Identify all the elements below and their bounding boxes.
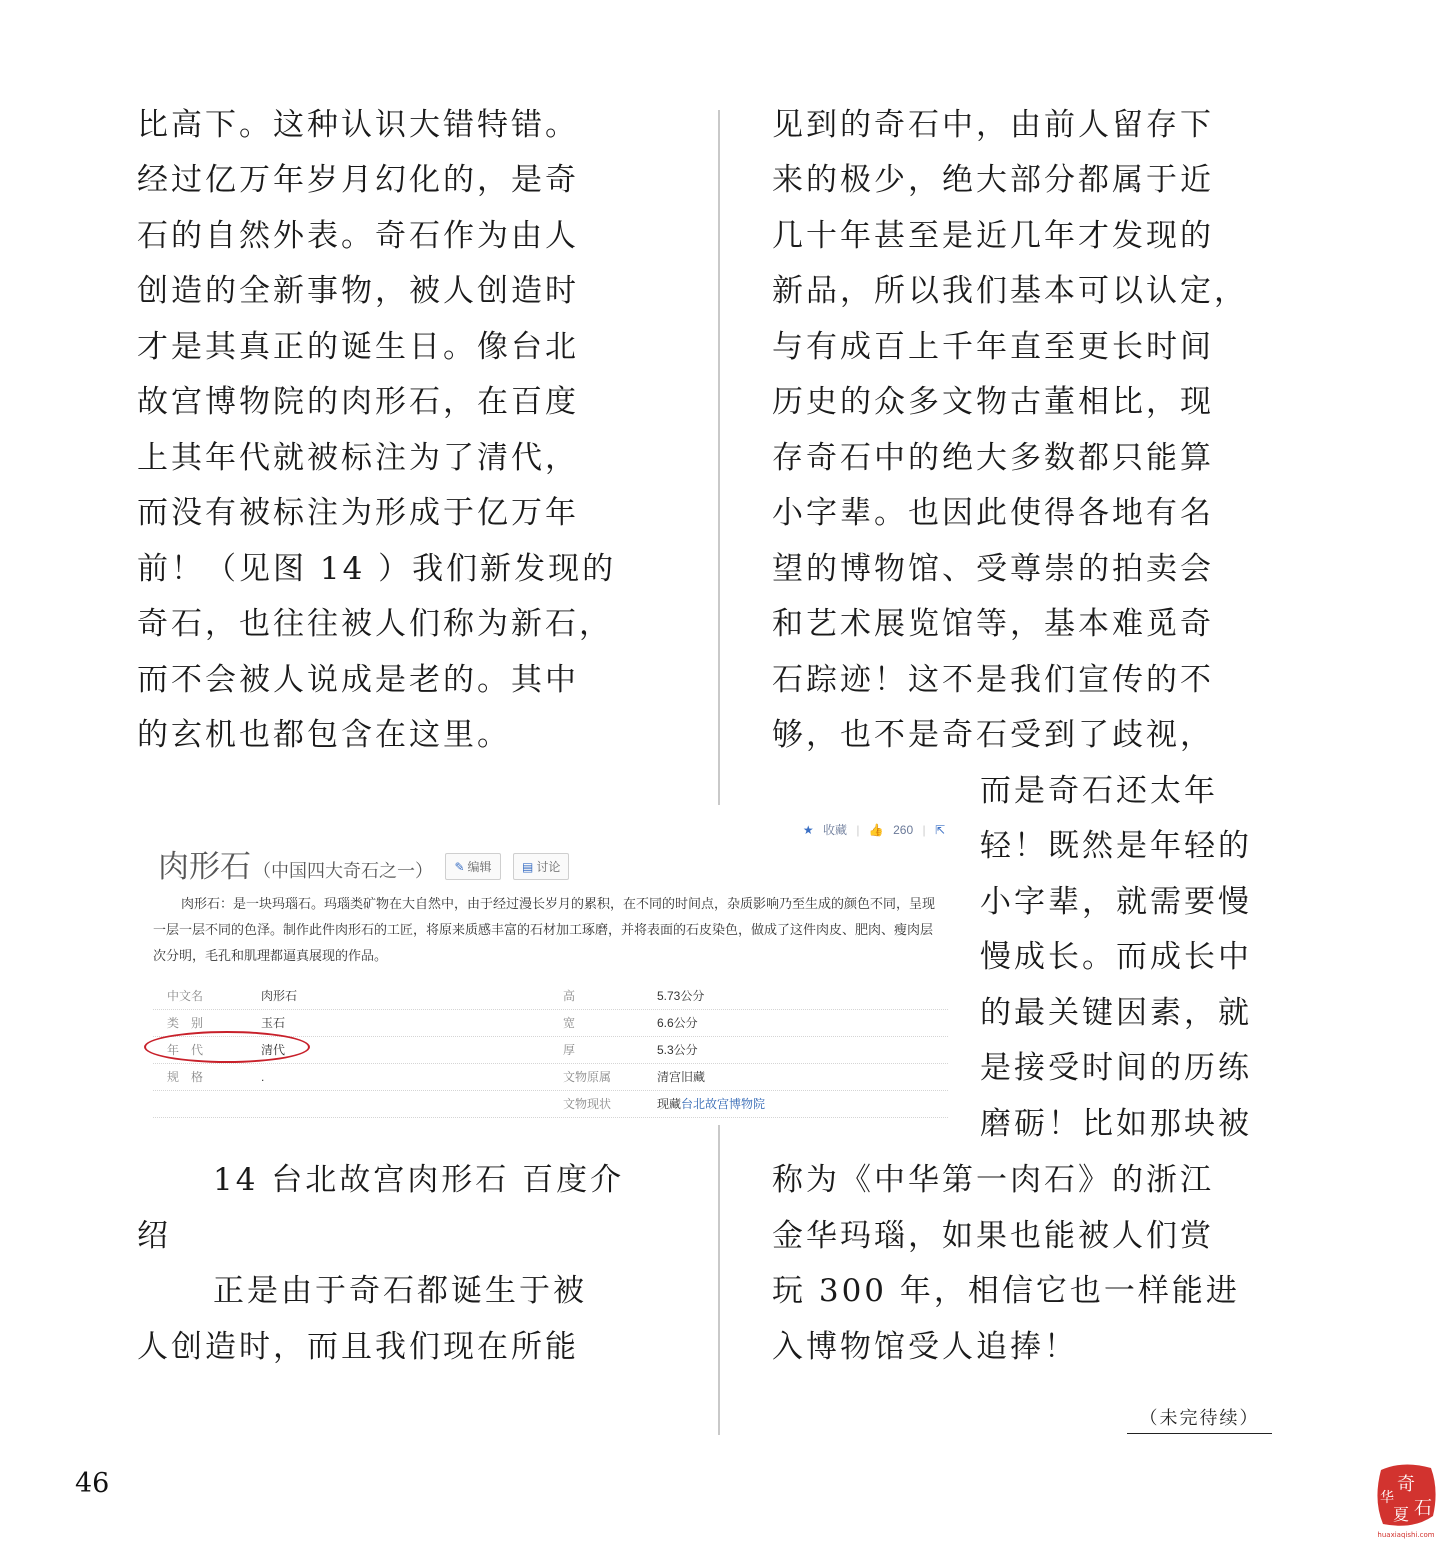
- page-number: 46: [75, 1468, 110, 1499]
- text-line: 和艺术展览馆等，基本难觅奇: [772, 606, 1214, 642]
- logo-char: 奇: [1397, 1474, 1415, 1495]
- museum-link[interactable]: 台北故宫博物院: [681, 1097, 766, 1111]
- like-count: 260: [893, 823, 914, 837]
- text-line: 轻！既然是年轻的: [980, 828, 1252, 864]
- text-line: 几十年甚至是近几年才发现的: [772, 218, 1214, 254]
- text-line: 是接受时间的历练: [980, 1050, 1252, 1086]
- figure-title-row: [158, 841, 569, 886]
- text-line: 新品，所以我们基本可以认定，: [772, 273, 1248, 309]
- text-line: 创造的全新事物，被人创造时: [137, 273, 579, 309]
- entry-title: 肉形石: [158, 849, 251, 885]
- text-line: 的最关键因素，就: [980, 995, 1252, 1031]
- text-line: 而是奇石还太年: [980, 773, 1218, 809]
- discuss-button[interactable]: ▤ 讨论: [513, 853, 569, 880]
- text-line: 历史的众多文物古董相比，现: [772, 384, 1214, 420]
- column-divider-top: [718, 110, 720, 805]
- text-line: 石踪迹！这不是我们宣传的不: [772, 662, 1214, 698]
- figure-caption-line: 14 台北故宫肉形石 百度介: [213, 1162, 625, 1198]
- pencil-icon: ✎: [454, 860, 465, 874]
- text-line: 前！（见图 14 ）我们新发现的: [137, 551, 617, 587]
- text-line: 来的极少，绝大部分都属于近: [772, 162, 1214, 198]
- table-row: 中文名 肉形石 高 5.73公分: [153, 983, 948, 1010]
- text-line: 小字辈，就需要慢: [980, 884, 1252, 920]
- text-line: 人创造时，而且我们现在所能: [137, 1329, 579, 1365]
- text-line: 而没有被标注为形成于亿万年: [137, 495, 579, 531]
- entry-subtitle: （中国四大奇石之一）: [253, 861, 433, 881]
- figure-caption-line: 绍: [137, 1218, 171, 1254]
- thumbs-up-icon[interactable]: 👍: [868, 823, 884, 837]
- text-line: 玩 300 年，相信它也一样能进: [772, 1273, 1240, 1309]
- to-be-continued: （未完待续）: [1127, 1405, 1272, 1434]
- figure-actions: ★ 收藏 | 👍 260 | ⇱: [802, 823, 945, 837]
- text-line: 比高下。这种认识大错特错。: [137, 107, 579, 143]
- text-line: 见到的奇石中，由前人留存下: [772, 107, 1214, 143]
- text-line: 慢成长。而成长中: [980, 939, 1252, 975]
- text-line: 正是由于奇石都诞生于被: [213, 1273, 587, 1309]
- highlight-ellipse: [144, 1031, 310, 1063]
- text-line: 存奇石中的绝大多数都只能算: [772, 440, 1214, 476]
- share-icon[interactable]: ⇱: [934, 823, 945, 837]
- favorite-label[interactable]: 收藏: [822, 823, 847, 837]
- table-row: 年 代 清代 厚 5.3公分: [153, 1037, 948, 1064]
- text-line: 经过亿万年岁月幻化的，是奇: [137, 162, 579, 198]
- entry-description: 肉形石：是一块玛瑙石。玛瑙类矿物在大自然中，由于经过漫长岁月的累积，在不同的时间点，杂质影响乃至生成的颜色不同，呈现一层一层不同的色泽。制作此件肉形石的工匠，将原来质感丰富的石材加工琢磨，并将表面的石皮染色，做成了这件肉皮、肥肉、瘦肉层次分明，毛孔和肌理都逼真展现的作品。: [153, 896, 936, 963]
- text-line: 的玄机也都包含在这里。: [137, 717, 511, 753]
- baidu-screenshot-figure: [150, 815, 955, 1115]
- table-row: 规 格 . 文物原属 清宫旧藏: [153, 1064, 948, 1091]
- table-row: 类 别 玉石 宽 6.6公分: [153, 1010, 948, 1037]
- text-line: 石的自然外表。奇石作为由人: [137, 218, 579, 254]
- text-line: 而不会被人说成是老的。其中: [137, 662, 579, 698]
- text-line: 奇石，也往往被人们称为新石，: [137, 606, 613, 642]
- table-row: 文物现状 现藏台北故宫博物院: [153, 1091, 948, 1118]
- text-line: 与有成百上千年直至更长时间: [772, 329, 1214, 365]
- star-icon[interactable]: ★: [802, 823, 814, 837]
- huaxia-qishi-logo: [1373, 1460, 1439, 1542]
- text-line: 磨砺！比如那块被: [980, 1106, 1252, 1142]
- text-line: 金华玛瑙，如果也能被人们赏: [772, 1218, 1214, 1254]
- text-line: 称为《中华第一肉石》的浙江: [772, 1162, 1214, 1198]
- text-line: 入博物馆受人追捧！: [772, 1329, 1078, 1365]
- logo-char: 华: [1380, 1490, 1394, 1506]
- text-line: 小字辈。也因此使得各地有名: [772, 495, 1214, 531]
- logo-url: huaxiaqishi.com: [1377, 1531, 1435, 1539]
- text-line: 才是其真正的诞生日。像台北: [137, 329, 579, 365]
- text-line: 上其年代就被标注为了清代，: [137, 440, 579, 476]
- logo-char: 夏: [1392, 1505, 1410, 1524]
- comment-icon: ▤: [521, 860, 534, 874]
- edit-button[interactable]: ✎ 编辑: [445, 853, 500, 880]
- column-divider-bottom: [718, 1125, 720, 1435]
- text-line: 够，也不是奇石受到了歧视，: [772, 717, 1214, 753]
- text-line: 望的博物馆、受尊崇的拍卖会: [772, 551, 1214, 587]
- logo-char: 石: [1414, 1498, 1432, 1519]
- text-line: 故宫博物院的肉形石，在百度: [137, 384, 579, 420]
